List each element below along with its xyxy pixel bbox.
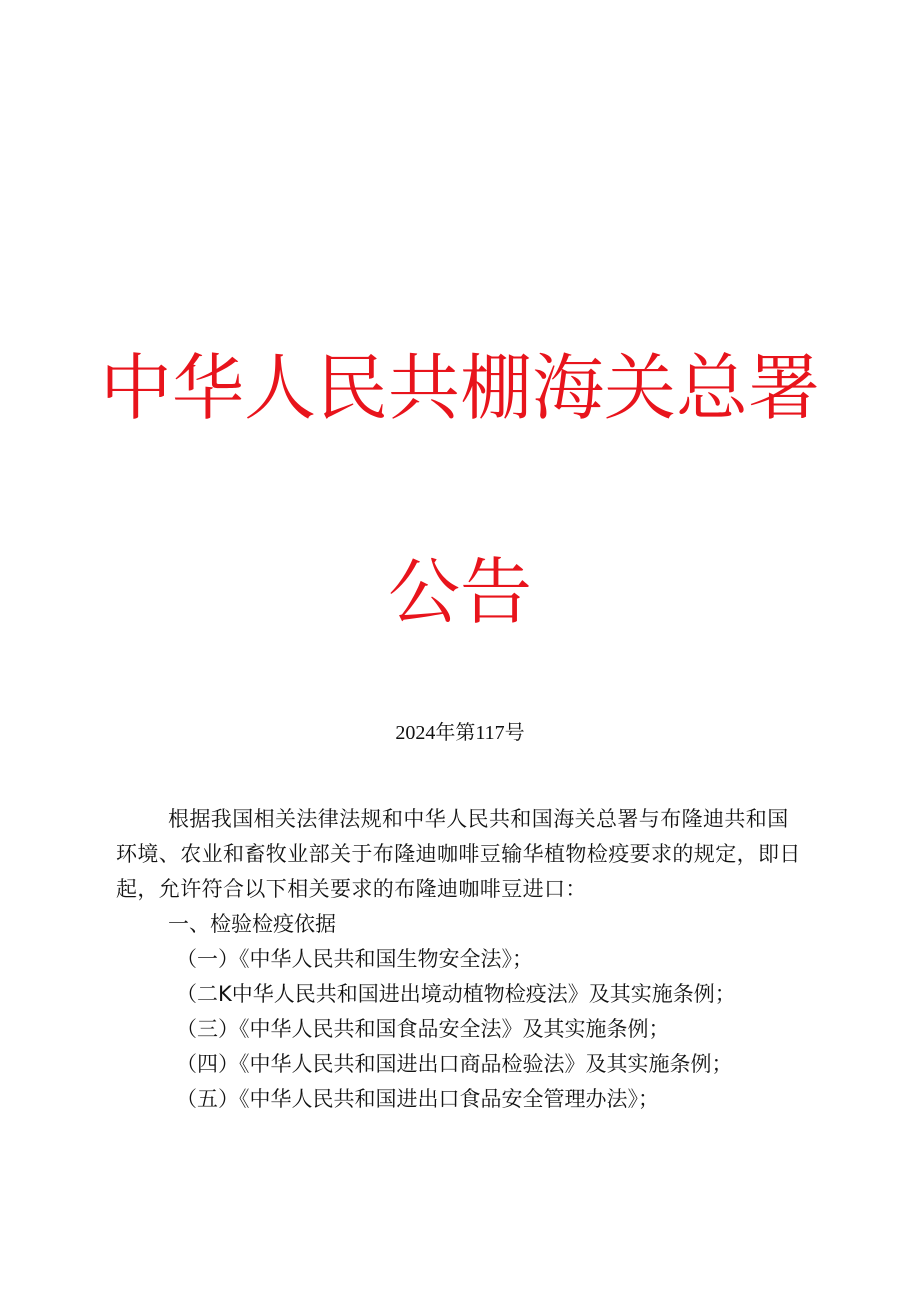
document-type-title: 公告 bbox=[387, 550, 532, 634]
list-item: （一）《中华人民共和国生物安全法》； bbox=[176, 947, 533, 971]
document-body bbox=[116, 802, 806, 1117]
organization-title: 中华人民共棚海关总署 bbox=[99, 346, 820, 430]
section-heading: 一、检验检疫依据 bbox=[168, 912, 336, 936]
list-item: （四）《中华人民共和国进出口商品检验法》及其实施条例； bbox=[176, 1052, 733, 1076]
list-item: （三）《中华人民共和国食品安全法》及其实施条例； bbox=[176, 1017, 670, 1041]
list-item: （二K中华人民共和国进出境动植物检疫法》及其实施条例； bbox=[176, 982, 736, 1006]
list-item: （五）《中华人民共和国进出口食品安全管理办法》； bbox=[176, 1087, 659, 1111]
intro-paragraph: 根据我国相关法律法规和中华人民共和国海关总署与布隆迪共和国环境、农业和畜牧业部关于布隆迪咖啡豆输华植物检疫要求的规定，即日起，允许符合以下相关要求的布隆迪咖啡豆进口： bbox=[116, 807, 801, 901]
document-number: 2024年第117号 bbox=[395, 722, 525, 744]
